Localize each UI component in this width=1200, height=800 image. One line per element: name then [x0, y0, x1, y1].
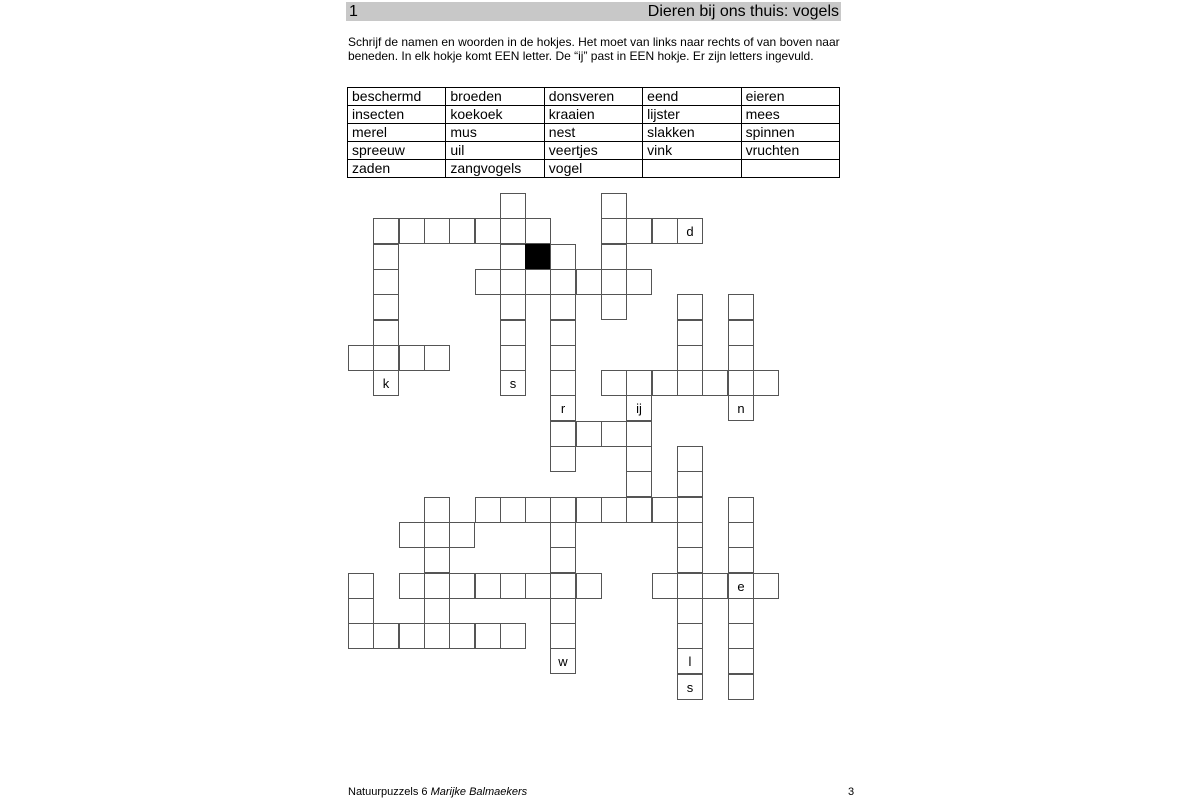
crossword-cell[interactable]	[399, 522, 425, 548]
crossword-cell[interactable]	[348, 623, 374, 649]
crossword-cell[interactable]	[550, 623, 576, 649]
crossword-cell[interactable]	[550, 269, 576, 295]
word-list-cell: eend	[643, 88, 741, 106]
crossword-cell[interactable]	[550, 345, 576, 371]
crossword-cell[interactable]	[677, 446, 703, 472]
crossword-cell[interactable]	[626, 269, 652, 295]
word-list-cell: donsveren	[544, 88, 642, 106]
crossword-cell[interactable]	[728, 522, 754, 548]
given-letter-cell: e	[728, 573, 754, 599]
crossword-cell[interactable]	[500, 497, 526, 523]
crossword-cell[interactable]	[576, 573, 602, 599]
crossword-cell[interactable]	[728, 370, 754, 396]
crossword-cell[interactable]	[399, 345, 425, 371]
crossword-cell[interactable]	[550, 244, 576, 270]
crossword-cell[interactable]	[677, 345, 703, 371]
crossword-cell[interactable]	[449, 573, 475, 599]
crossword-cell[interactable]	[475, 218, 501, 244]
crossword-cell[interactable]	[677, 598, 703, 624]
given-letter-cell: ij	[626, 395, 652, 421]
word-list-cell: vink	[643, 142, 741, 160]
puzzle-number: 1	[349, 2, 358, 20]
crossword-cell[interactable]	[525, 573, 551, 599]
page-number: 3	[848, 786, 855, 798]
crossword-cell[interactable]	[424, 497, 450, 523]
crossword-cell[interactable]	[399, 573, 425, 599]
crossword-cell[interactable]	[373, 345, 399, 371]
crossword-cell[interactable]	[677, 471, 703, 497]
crossword-cell[interactable]	[449, 623, 475, 649]
crossword-cell[interactable]	[728, 623, 754, 649]
crossword-cell[interactable]	[525, 497, 551, 523]
crossword-cell[interactable]	[702, 370, 728, 396]
crossword-cell[interactable]	[576, 421, 602, 447]
footer-credit	[348, 786, 527, 798]
crossword-cell[interactable]	[373, 320, 399, 346]
crossword-cell[interactable]	[500, 345, 526, 371]
crossword-cell[interactable]	[424, 573, 450, 599]
crossword-cell[interactable]	[601, 244, 627, 270]
page-title: Dieren bij ons thuis: vogels	[647, 2, 839, 20]
crossword-cell[interactable]	[702, 573, 728, 599]
crossword-cell[interactable]	[348, 598, 374, 624]
crossword-cell[interactable]	[728, 648, 754, 674]
crossword-cell[interactable]	[475, 497, 501, 523]
word-list-cell: slakken	[643, 124, 741, 142]
crossword-cell[interactable]	[728, 674, 754, 700]
crossword-cell[interactable]	[348, 345, 374, 371]
crossword-cell[interactable]	[677, 370, 703, 396]
word-list-cell: merel	[348, 124, 446, 142]
crossword-cell[interactable]	[424, 547, 450, 573]
word-list-cell: eieren	[741, 88, 839, 106]
crossword-cell[interactable]	[373, 269, 399, 295]
blocked-cell	[525, 244, 551, 270]
crossword-cell[interactable]	[601, 294, 627, 320]
crossword-cell[interactable]	[626, 471, 652, 497]
crossword-cell[interactable]	[550, 370, 576, 396]
crossword-cell[interactable]	[475, 623, 501, 649]
word-list-cell: vogel	[544, 160, 642, 178]
crossword-cell[interactable]	[348, 573, 374, 599]
crossword-cell[interactable]	[728, 598, 754, 624]
crossword-cell[interactable]	[652, 497, 678, 523]
given-letter-cell: d	[677, 218, 703, 244]
crossword-cell[interactable]	[677, 547, 703, 573]
crossword-cell[interactable]	[500, 623, 526, 649]
crossword-cell[interactable]	[373, 294, 399, 320]
word-list-cell: spinnen	[741, 124, 839, 142]
word-list-cell: beschermd	[348, 88, 446, 106]
crossword-cell[interactable]	[525, 269, 551, 295]
crossword-cell[interactable]	[728, 320, 754, 346]
crossword-cell[interactable]	[500, 320, 526, 346]
crossword-cell[interactable]	[500, 269, 526, 295]
crossword-cell[interactable]	[652, 573, 678, 599]
crossword-cell[interactable]	[550, 573, 576, 599]
crossword-cell[interactable]	[753, 370, 779, 396]
crossword-cell[interactable]	[652, 218, 678, 244]
crossword-cell[interactable]	[424, 598, 450, 624]
crossword-cell[interactable]	[576, 497, 602, 523]
word-list-cell: mus	[446, 124, 544, 142]
crossword-cell[interactable]	[601, 370, 627, 396]
given-letter-cell: l	[677, 648, 703, 674]
crossword-cell[interactable]	[677, 573, 703, 599]
crossword-cell[interactable]	[550, 294, 576, 320]
given-letter-cell: n	[728, 395, 754, 421]
crossword-cell[interactable]	[399, 218, 425, 244]
crossword-cell[interactable]	[677, 623, 703, 649]
crossword-cell[interactable]	[550, 598, 576, 624]
crossword-cell[interactable]	[449, 522, 475, 548]
crossword-cell[interactable]	[399, 623, 425, 649]
crossword-cell[interactable]	[373, 244, 399, 270]
crossword-cell[interactable]	[728, 547, 754, 573]
crossword-cell[interactable]	[601, 193, 627, 219]
crossword-cell[interactable]	[373, 218, 399, 244]
crossword-cell[interactable]	[626, 421, 652, 447]
crossword-cell[interactable]	[373, 623, 399, 649]
footer-author: Marijke Balmaekers	[430, 786, 528, 798]
crossword-cell[interactable]	[449, 218, 475, 244]
crossword-cell[interactable]	[601, 218, 627, 244]
crossword-cell[interactable]	[550, 421, 576, 447]
word-list-cell: zangvogels	[446, 160, 544, 178]
crossword-cell[interactable]	[500, 218, 526, 244]
crossword-cell[interactable]	[626, 370, 652, 396]
word-list-cell: nest	[544, 124, 642, 142]
given-letter-cell: s	[500, 370, 526, 396]
crossword-cell[interactable]	[475, 269, 501, 295]
given-letter-cell: w	[550, 648, 576, 674]
word-list-cell: broeden	[446, 88, 544, 106]
given-letter-cell: s	[677, 674, 703, 700]
crossword-cell[interactable]	[424, 623, 450, 649]
crossword-cell[interactable]	[424, 218, 450, 244]
word-list-cell: vruchten	[741, 142, 839, 160]
crossword-cell[interactable]	[652, 370, 678, 396]
word-list-cell: mees	[741, 106, 839, 124]
crossword-cell[interactable]	[601, 269, 627, 295]
crossword-cell[interactable]	[626, 218, 652, 244]
crossword-cell[interactable]	[677, 320, 703, 346]
word-list-cell: lijster	[643, 106, 741, 124]
instructions-text: Schrijf de namen en woorden in de hokjes. Het moet van links naar rechts of van boven naar beneden. In elk hokje komt EEN letter. De “ij” past in EEN hokje. Er zijn letters ingevuld.	[348, 35, 840, 63]
crossword-cell[interactable]	[550, 497, 576, 523]
crossword-cell[interactable]	[500, 193, 526, 219]
crossword-cell[interactable]	[576, 269, 602, 295]
given-letter-cell: k	[373, 370, 399, 396]
crossword-cell[interactable]	[525, 218, 551, 244]
word-list-cell: insecten	[348, 106, 446, 124]
crossword-cell[interactable]	[550, 446, 576, 472]
crossword-cell[interactable]	[500, 294, 526, 320]
given-letter-cell: r	[550, 395, 576, 421]
crossword-cell[interactable]	[601, 421, 627, 447]
word-list-cell: zaden	[348, 160, 446, 178]
crossword-cell[interactable]	[626, 497, 652, 523]
crossword-cell[interactable]	[728, 294, 754, 320]
crossword-cell[interactable]	[626, 446, 652, 472]
word-list-cell: uil	[446, 142, 544, 160]
crossword-cell[interactable]	[677, 522, 703, 548]
crossword-cell[interactable]	[550, 522, 576, 548]
crossword-cell[interactable]	[475, 573, 501, 599]
crossword-cell[interactable]	[601, 497, 627, 523]
crossword-cell[interactable]	[550, 547, 576, 573]
crossword-cell[interactable]	[550, 320, 576, 346]
word-list-cell: kraaien	[544, 106, 642, 124]
crossword-cell[interactable]	[753, 573, 779, 599]
crossword-cell[interactable]	[677, 497, 703, 523]
crossword-cell[interactable]	[500, 244, 526, 270]
word-list-cell: veertjes	[544, 142, 642, 160]
footer-book: Natuurpuzzels 6	[348, 786, 428, 798]
crossword-cell[interactable]	[728, 345, 754, 371]
crossword-cell[interactable]	[424, 522, 450, 548]
crossword-cell[interactable]	[424, 345, 450, 371]
word-list-cell: spreeuw	[348, 142, 446, 160]
word-list-cell: koekoek	[446, 106, 544, 124]
crossword-cell[interactable]	[500, 573, 526, 599]
crossword-cell[interactable]	[728, 497, 754, 523]
crossword-cell[interactable]	[677, 294, 703, 320]
